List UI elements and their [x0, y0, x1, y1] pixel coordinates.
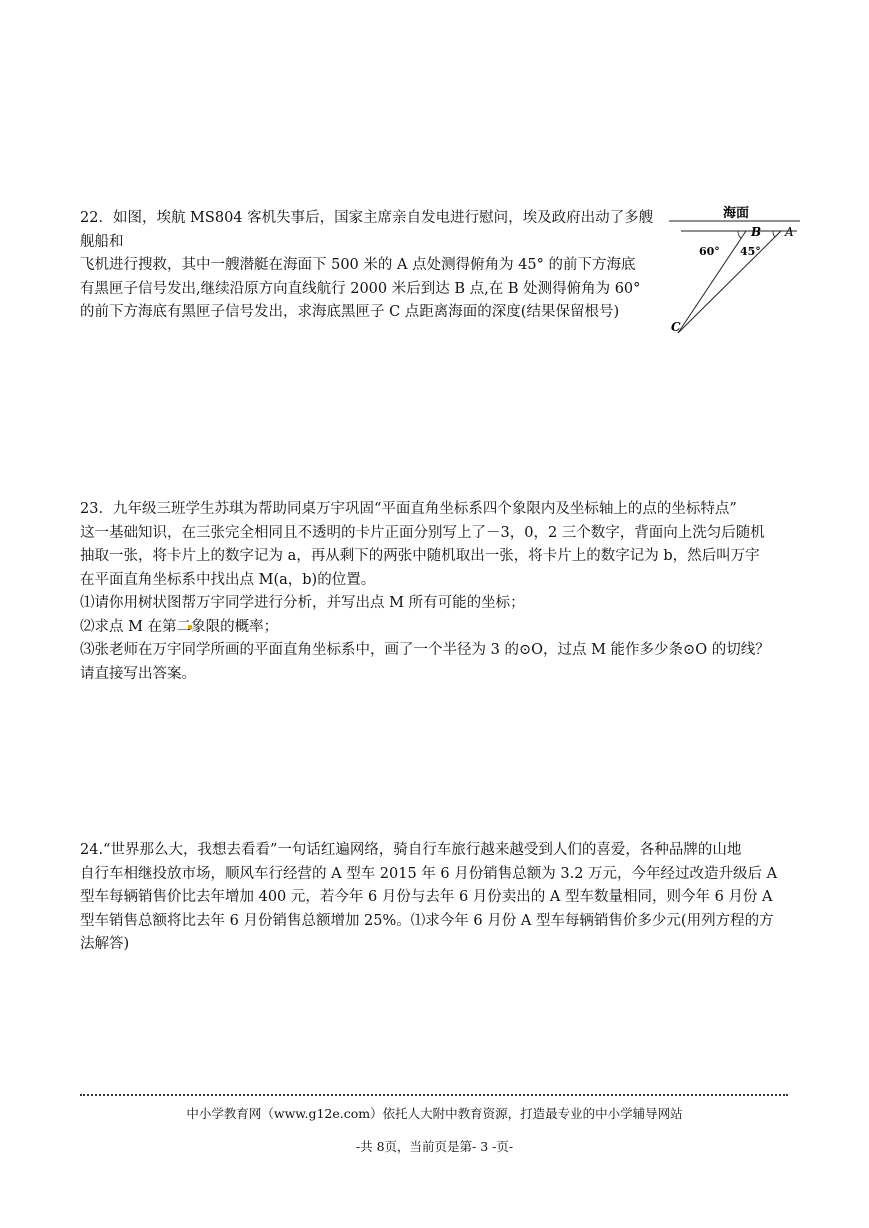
- label-B: B: [751, 225, 762, 239]
- q23-line-1: 23．九年级三班学生苏琪为帮助同桌万宇巩固“平面直角坐标系四个象限内及坐标轴上的点的坐标特点”: [80, 501, 737, 517]
- q23-sub2-part-b: 象限的概率；: [191, 618, 279, 635]
- footer-site-text: 中小学教育网（www.g12e.com）依托人大附中教育资源，打造最专业的中小学辅导网站: [186, 1106, 683, 1121]
- q22-line-1: 22．如图，埃航 MS804 客机失事后，国家主席亲自发电进行慰问，埃及政府出动了多艘: [80, 210, 654, 226]
- question-24: [80, 839, 777, 957]
- q23-line-3: 抽取一张，将卡片上的数字记为 a，再从剩下的两张中随机取出一张，将卡片上的数字记为 b，然后叫万宇: [80, 548, 760, 564]
- line-A-to-C: [678, 231, 781, 333]
- q22-line-5: 的前下方海底有黑匣子信号发出，求海底黑匣子 C 点距离海面的深度(结果保留根号): [80, 304, 620, 320]
- q23-line-2: 这一基础知识，在三张完全相同且不透明的卡片正面分别写上了－3，0，2 三个数字，背面向上洗匀后随机: [80, 524, 765, 541]
- question-23: [80, 498, 770, 686]
- q23-line-4: 在平面直角坐标系中找出点 M(a，b)的位置。: [80, 571, 376, 588]
- angle-45-label: 45°: [740, 245, 761, 258]
- q23-subquestion-3-line-2: 请直接写出答案。: [80, 665, 196, 682]
- q24-line-3: 型车每辆销售价比去年增加 400 元，若今年 6 月份与去年 6 月份卖出的 A 型车数量相同，则今年 6 月份 A: [80, 889, 773, 905]
- q23-sub2-part-a: ⑵求点 M 在第二: [80, 618, 192, 635]
- sea-surface-label: 海面: [723, 206, 750, 221]
- angle-45-arc: [773, 231, 775, 237]
- q22-line-2: 舰船和: [80, 233, 124, 250]
- footer-divider: [80, 1094, 788, 1096]
- q24-line-1: 24.“世界那么大，我想去看看”一句话红遍网络，骑自行车旅行越来越受到人们的喜爱，各种品牌的山地: [80, 842, 742, 858]
- question-22: [80, 207, 653, 325]
- q24-line-4: 型车销售总额将比去年 6 月份销售总额增加 25%。⑴求今年 6 月份 A 型车每辆销售价多少元(用列方程的方: [80, 912, 774, 929]
- angle-60-arc: [738, 231, 741, 238]
- q22-line-4: 有黑匣子信号发出,继续沿原方向直线航行 2000 米后到达 B 点,在 B 处测得俯角为 60°: [80, 280, 641, 297]
- label-A: A: [785, 225, 794, 239]
- submarine-figure: [667, 200, 807, 340]
- q22-line-3: 飞机进行搜救，其中一艘潜艇在海面下 500 米的 A 点处测得俯角为 45° 的前下方海底: [80, 257, 636, 273]
- q23-subquestion-2: [80, 616, 770, 640]
- q23-subquestion-3-line-1: ⑶张老师在万宇同学所画的平面直角坐标系中，画了一个半径为 3 的⊙O，过点 M 能作多少条⊙O 的切线？: [80, 642, 770, 658]
- q23-subquestion-1: ⑴请你用树状图帮万宇同学进行分析，并写出点 M 所有可能的坐标；: [80, 595, 525, 611]
- page-number: -共 8页，当前页是第- 3 -页-: [355, 1139, 514, 1154]
- q24-line-5: 法解答): [80, 936, 130, 952]
- label-C: C: [671, 320, 681, 334]
- angle-60-label: 60°: [699, 245, 720, 258]
- q24-line-2: 自行车相继投放市场，顺风车行经营的 A 型车 2015 年 6 月份销售总额为 3.2 万元，今年经过改造升级后 A: [80, 865, 778, 882]
